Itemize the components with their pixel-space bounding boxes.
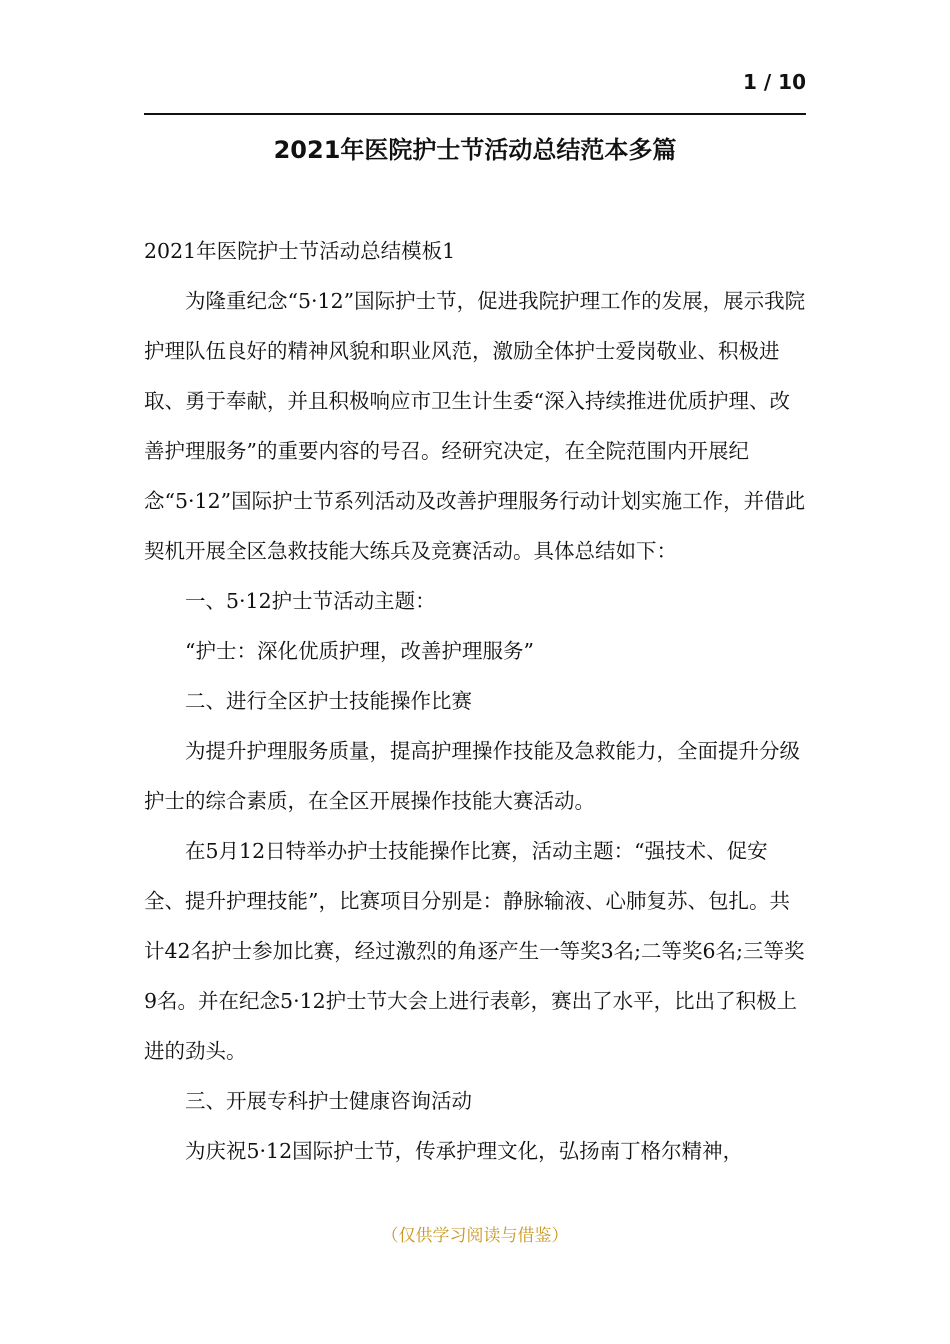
- document-body: [144, 226, 806, 1176]
- page-number: 1 / 10: [743, 70, 806, 94]
- section-heading: 2021年医院护士节活动总结模板1: [144, 239, 456, 263]
- section-heading: 三、开展专科护士健康咨询活动: [185, 1089, 472, 1113]
- footer-note: （仅供学习阅读与借鉴）: [381, 1226, 569, 1246]
- section-heading: 二、进行全区护士技能操作比赛: [185, 689, 472, 713]
- body-paragraph: 在5月12日特举办护士技能操作比赛，活动主题：“强技术、促安全、提升护理技能”，比赛项目分别是：静脉输液、心肺复苏、包扎。共计42名护士参加比赛，经过激烈的角逐产生一等奖3名;二等奖6名;三等奖9名。并在纪念5·12护士节大会上进行表彰，赛出了水平，比出了积极上进的劲头。: [144, 839, 805, 1063]
- intro-paragraph: 为隆重纪念“5·12”国际护士节，促进我院护理工作的发展，展示我院护理队伍良好的精神风貌和职业风范，激励全体护士爱岗敬业、积极进取、勇于奉献，并且积极响应市卫生计生委“深入持续推进优质护理、改善护理服务”的重要内容的号召。经研究决定，在全院范围内开展纪念“5·12”国际护士节系列活动及改善护理服务行动计划实施工作，并借此契机开展全区急救技能大练兵及竞赛活动。具体总结如下：: [144, 289, 806, 563]
- theme-quote: “护士：深化优质护理，改善护理服务”: [185, 639, 534, 663]
- header-divider: [144, 113, 806, 115]
- section-heading: 一、5·12护士节活动主题：: [185, 589, 436, 613]
- body-paragraph: 为提升护理服务质量，提高护理操作技能及急救能力，全面提升分级护士的综合素质，在全区开展操作技能大赛活动。: [144, 739, 800, 813]
- body-paragraph: 为庆祝5·12国际护士节，传承护理文化，弘扬南丁格尔精神，: [185, 1139, 744, 1163]
- document-title: 2021年医院护士节活动总结范本多篇: [273, 136, 677, 164]
